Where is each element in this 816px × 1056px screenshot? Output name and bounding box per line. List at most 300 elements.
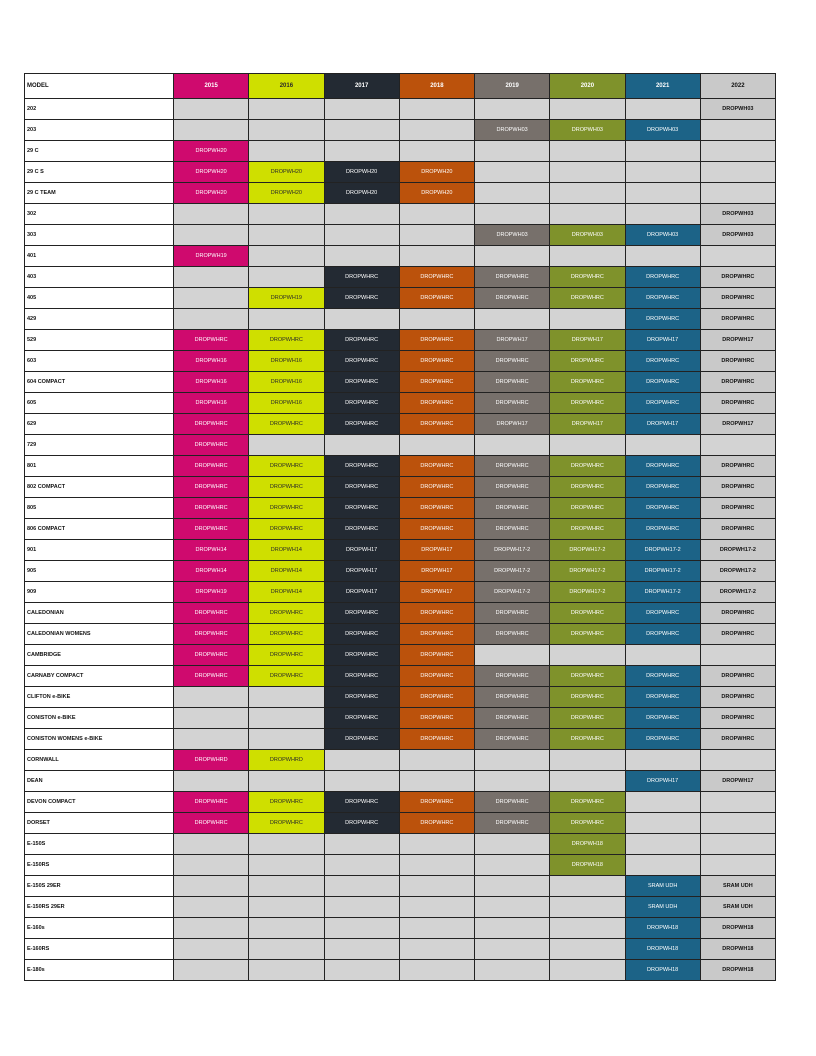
dropout-cell xyxy=(550,645,625,666)
dropout-cell xyxy=(399,225,474,246)
dropout-cell: DROPWHRC xyxy=(475,792,550,813)
dropout-cell xyxy=(174,855,249,876)
dropout-cell: DROPWHRC xyxy=(324,645,399,666)
dropout-cell xyxy=(249,687,324,708)
dropout-cell xyxy=(174,225,249,246)
model-name-cell: E-150RS 29ER xyxy=(25,897,174,918)
dropout-cell: DROPWHRC xyxy=(700,666,775,687)
table-row xyxy=(25,414,776,435)
dropout-cell xyxy=(324,771,399,792)
dropout-cell: DROPWHRC xyxy=(249,414,324,435)
model-name-cell: 202 xyxy=(25,99,174,120)
dropout-cell: DROPWHRC xyxy=(550,666,625,687)
dropout-cell: DROPWHRC xyxy=(550,351,625,372)
dropout-cell xyxy=(399,141,474,162)
dropout-cell: DROPWHRC xyxy=(324,519,399,540)
dropout-cell: DROPWHRC xyxy=(174,645,249,666)
dropout-cell: DROPWH19 xyxy=(249,288,324,309)
dropout-cell xyxy=(625,99,700,120)
table-row xyxy=(25,624,776,645)
dropout-cell xyxy=(174,204,249,225)
model-name-cell: 603 xyxy=(25,351,174,372)
dropout-cell: DROPWHRC xyxy=(700,687,775,708)
dropout-cell: DROPWHRC xyxy=(174,666,249,687)
dropout-cell: DROPWH18 xyxy=(625,960,700,981)
dropout-cell: DROPWHRC xyxy=(700,288,775,309)
dropout-cell: DROPWH18 xyxy=(550,855,625,876)
dropout-cell: DROPWHRC xyxy=(625,498,700,519)
table-row xyxy=(25,771,776,792)
dropout-cell: DROPWH17-2 xyxy=(700,582,775,603)
table-row xyxy=(25,960,776,981)
dropout-cell xyxy=(700,834,775,855)
dropout-cell: DROPWHRC xyxy=(324,813,399,834)
dropout-cell xyxy=(324,876,399,897)
dropout-cell xyxy=(700,792,775,813)
model-name-cell: CARNABY COMPACT xyxy=(25,666,174,687)
dropout-cell: DROPWHRC xyxy=(625,666,700,687)
year-header-2017: 2017 xyxy=(324,74,399,99)
dropout-cell: DROPWH17 xyxy=(399,561,474,582)
dropout-cell xyxy=(174,708,249,729)
dropout-cell xyxy=(249,876,324,897)
dropout-cell: DROPWH18 xyxy=(700,939,775,960)
dropout-cell xyxy=(625,645,700,666)
dropout-cell xyxy=(324,834,399,855)
dropout-cell: DROPWHRC xyxy=(174,813,249,834)
model-name-cell: DEAN xyxy=(25,771,174,792)
model-name-cell: E-180s xyxy=(25,960,174,981)
dropout-cell: DROPWHRC xyxy=(475,351,550,372)
model-name-cell: CALEDONIAN xyxy=(25,603,174,624)
year-header-2016: 2016 xyxy=(249,74,324,99)
dropout-cell: DROPWHRC xyxy=(399,414,474,435)
dropout-cell: DROPWHRC xyxy=(475,498,550,519)
dropout-cell: DROPWHRC xyxy=(324,603,399,624)
dropout-cell: DROPWHRC xyxy=(550,372,625,393)
dropout-cell: SRAM UDH xyxy=(625,897,700,918)
dropout-cell xyxy=(700,246,775,267)
dropout-cell: DROPWH17 xyxy=(700,330,775,351)
dropout-cell xyxy=(550,435,625,456)
dropout-cell: DROPWHRC xyxy=(174,477,249,498)
table-row xyxy=(25,498,776,519)
dropout-cell: DROPWH03 xyxy=(700,204,775,225)
dropout-cell: DROPWHRC xyxy=(249,498,324,519)
dropout-cell xyxy=(475,876,550,897)
dropout-cell xyxy=(475,897,550,918)
dropout-cell xyxy=(625,246,700,267)
table-row xyxy=(25,750,776,771)
dropout-cell xyxy=(550,897,625,918)
model-name-cell: CAMBRIDGE xyxy=(25,645,174,666)
model-name-cell: E-160RS xyxy=(25,939,174,960)
dropout-cell xyxy=(625,813,700,834)
dropout-cell: DROPWH20 xyxy=(174,141,249,162)
dropout-cell: DROPWH20 xyxy=(399,183,474,204)
dropout-cell xyxy=(399,897,474,918)
dropout-cell: DROPWHRC xyxy=(550,729,625,750)
dropout-cell: DROPWHRC xyxy=(399,708,474,729)
dropout-cell xyxy=(399,918,474,939)
dropout-cell: DROPWH03 xyxy=(625,120,700,141)
dropout-cell xyxy=(475,939,550,960)
dropout-cell xyxy=(174,897,249,918)
dropout-cell: DROPWHRC xyxy=(700,309,775,330)
dropout-cell xyxy=(399,120,474,141)
dropout-cell: DROPWHRC xyxy=(625,687,700,708)
dropout-cell: DROPWHRC xyxy=(475,393,550,414)
dropout-cell: DROPWHRC xyxy=(475,477,550,498)
dropout-cell xyxy=(550,309,625,330)
dropout-cell: DROPWHRC xyxy=(324,666,399,687)
dropout-cell: DROPWHRC xyxy=(475,708,550,729)
dropout-cell xyxy=(174,120,249,141)
table-body xyxy=(25,99,776,981)
dropout-cell: DROPWHRC xyxy=(249,666,324,687)
dropout-cell xyxy=(625,204,700,225)
dropout-cell xyxy=(174,918,249,939)
dropout-cell: DROPWHRC xyxy=(700,708,775,729)
dropout-cell xyxy=(174,729,249,750)
dropout-cell: DROPWH16 xyxy=(249,372,324,393)
dropout-cell xyxy=(399,855,474,876)
dropout-cell xyxy=(475,162,550,183)
table-row xyxy=(25,351,776,372)
dropout-cell: DROPWH16 xyxy=(174,372,249,393)
dropout-cell: DROPWHRC xyxy=(399,477,474,498)
dropout-cell: DROPWHRC xyxy=(550,687,625,708)
dropout-cell: DROPWH17-2 xyxy=(550,582,625,603)
dropout-cell: DROPWHRC xyxy=(249,519,324,540)
dropout-cell: DROPWH20 xyxy=(399,162,474,183)
dropout-cell xyxy=(174,834,249,855)
model-name-cell: 905 xyxy=(25,561,174,582)
dropout-cell xyxy=(174,876,249,897)
dropout-cell xyxy=(249,918,324,939)
table-row xyxy=(25,267,776,288)
dropout-cell: DROPWH19 xyxy=(174,582,249,603)
dropout-cell: DROPWH17 xyxy=(625,330,700,351)
dropout-cell: DROPWH16 xyxy=(174,351,249,372)
dropout-cell xyxy=(475,141,550,162)
dropout-cell xyxy=(700,141,775,162)
dropout-cell xyxy=(550,960,625,981)
dropout-cell: DROPWHRC xyxy=(550,288,625,309)
dropout-cell: DROPWHRC xyxy=(399,624,474,645)
dropout-cell xyxy=(399,309,474,330)
dropout-cell xyxy=(475,435,550,456)
dropout-cell: DROPWHRC xyxy=(475,456,550,477)
table-row xyxy=(25,876,776,897)
dropout-cell xyxy=(174,771,249,792)
dropout-cell: DROPWH14 xyxy=(249,540,324,561)
year-header-2022: 2022 xyxy=(700,74,775,99)
table-row xyxy=(25,246,776,267)
dropout-cell xyxy=(324,99,399,120)
dropout-cell: DROPWHRC xyxy=(324,792,399,813)
table-row xyxy=(25,792,776,813)
table-row xyxy=(25,918,776,939)
dropout-cell: DROPWH17-2 xyxy=(700,561,775,582)
dropout-cell: DROPWHRC xyxy=(399,330,474,351)
dropout-cell xyxy=(324,435,399,456)
model-name-cell: 203 xyxy=(25,120,174,141)
dropout-cell xyxy=(249,99,324,120)
dropout-cell: DROPWH14 xyxy=(174,540,249,561)
dropout-cell xyxy=(249,855,324,876)
dropout-cell: DROPWHRC xyxy=(625,393,700,414)
dropout-cell: DROPWHRC xyxy=(174,792,249,813)
table-row xyxy=(25,687,776,708)
dropout-cell: DROPWHRC xyxy=(174,498,249,519)
dropout-cell xyxy=(399,99,474,120)
dropout-cell xyxy=(174,939,249,960)
model-name-cell: E-150S xyxy=(25,834,174,855)
dropout-cell xyxy=(475,246,550,267)
dropout-cell: DROPWHRC xyxy=(700,267,775,288)
dropout-cell: DROPWHRD xyxy=(174,750,249,771)
dropout-cell xyxy=(475,918,550,939)
dropout-cell xyxy=(249,939,324,960)
dropout-cell xyxy=(399,960,474,981)
model-name-cell: 401 xyxy=(25,246,174,267)
table-row xyxy=(25,99,776,120)
table-row xyxy=(25,477,776,498)
dropout-cell xyxy=(324,918,399,939)
dropout-cell xyxy=(249,771,324,792)
dropout-cell xyxy=(249,708,324,729)
dropout-cell: DROPWH17-2 xyxy=(700,540,775,561)
dropout-cell xyxy=(475,960,550,981)
dropout-cell xyxy=(324,141,399,162)
dropout-cell xyxy=(550,771,625,792)
model-name-cell: 529 xyxy=(25,330,174,351)
dropout-cell: DROPWHRC xyxy=(550,393,625,414)
dropout-cell: DROPWHRC xyxy=(700,351,775,372)
dropout-cell xyxy=(700,120,775,141)
dropout-cell xyxy=(550,876,625,897)
dropout-cell: DROPWH17 xyxy=(700,414,775,435)
dropout-cell: DROPWH20 xyxy=(324,162,399,183)
dropout-cell xyxy=(475,183,550,204)
model-name-cell: 429 xyxy=(25,309,174,330)
table-row xyxy=(25,645,776,666)
dropout-cell: DROPWH03 xyxy=(700,99,775,120)
dropout-cell: DROPWH17-2 xyxy=(550,540,625,561)
dropout-cell: DROPWHRC xyxy=(700,498,775,519)
dropout-cell: DROPWHRC xyxy=(625,603,700,624)
dropout-cell: DROPWHRC xyxy=(625,456,700,477)
dropout-cell: DROPWHRC xyxy=(324,624,399,645)
model-name-cell: DEVON COMPACT xyxy=(25,792,174,813)
dropout-cell: DROPWHRC xyxy=(399,393,474,414)
table-row xyxy=(25,435,776,456)
dropout-cell xyxy=(550,183,625,204)
dropout-cell: DROPWHRC xyxy=(249,624,324,645)
dropout-cell: DROPWHRC xyxy=(475,519,550,540)
dropout-cell: DROPWHRC xyxy=(625,477,700,498)
dropout-cell: DROPWHRC xyxy=(550,624,625,645)
dropout-cell: DROPWHRC xyxy=(550,708,625,729)
model-name-cell: CLIFTON e-BIKE xyxy=(25,687,174,708)
dropout-cell xyxy=(550,750,625,771)
dropout-cell: DROPWHRC xyxy=(324,372,399,393)
table-row xyxy=(25,393,776,414)
dropout-cell: DROPWHRC xyxy=(550,477,625,498)
dropout-cell: DROPWH17 xyxy=(324,582,399,603)
dropout-cell: DROPWH17 xyxy=(324,540,399,561)
dropout-cell xyxy=(324,750,399,771)
dropout-cell: DROPWHRC xyxy=(550,603,625,624)
dropout-cell: DROPWHRC xyxy=(174,624,249,645)
model-column-header: MODEL xyxy=(25,74,174,99)
dropout-cell xyxy=(550,162,625,183)
dropout-cell xyxy=(249,246,324,267)
table-row xyxy=(25,708,776,729)
table-row xyxy=(25,204,776,225)
dropout-cell xyxy=(550,99,625,120)
dropout-cell xyxy=(174,99,249,120)
dropout-cell xyxy=(700,645,775,666)
dropout-cell xyxy=(324,960,399,981)
dropout-cell: DROPWH03 xyxy=(625,225,700,246)
dropout-cell: SRAM UDH xyxy=(700,876,775,897)
dropout-cell: DROPWH20 xyxy=(249,162,324,183)
table-row xyxy=(25,309,776,330)
dropout-cell: DROPWHRC xyxy=(399,498,474,519)
dropout-cell: DROPWHRC xyxy=(249,477,324,498)
dropout-cell: DROPWHRC xyxy=(625,267,700,288)
dropout-cell: DROPWHRD xyxy=(249,750,324,771)
dropout-cell: DROPWHRC xyxy=(550,498,625,519)
dropout-cell: DROPWH17 xyxy=(625,771,700,792)
dropout-compatibility-table xyxy=(24,73,776,981)
dropout-cell xyxy=(475,750,550,771)
table-row xyxy=(25,456,776,477)
model-name-cell: 302 xyxy=(25,204,174,225)
dropout-cell: DROPWH03 xyxy=(550,120,625,141)
table-row xyxy=(25,561,776,582)
dropout-cell xyxy=(625,141,700,162)
dropout-cell xyxy=(249,435,324,456)
dropout-cell xyxy=(249,267,324,288)
model-name-cell: 29 C S xyxy=(25,162,174,183)
dropout-cell: DROPWH20 xyxy=(324,183,399,204)
dropout-cell: DROPWHRC xyxy=(625,729,700,750)
dropout-cell: DROPWH18 xyxy=(625,918,700,939)
dropout-cell xyxy=(249,729,324,750)
model-name-cell: 604 COMPACT xyxy=(25,372,174,393)
table-header xyxy=(25,74,776,99)
dropout-cell xyxy=(399,771,474,792)
dropout-cell: DROPWHRC xyxy=(625,624,700,645)
dropout-cell: DROPWH03 xyxy=(475,120,550,141)
dropout-cell: DROPWHRC xyxy=(399,603,474,624)
dropout-cell: DROPWH16 xyxy=(249,351,324,372)
dropout-cell xyxy=(625,792,700,813)
dropout-cell: DROPWHRC xyxy=(399,729,474,750)
dropout-cell: DROPWHRC xyxy=(700,393,775,414)
dropout-cell xyxy=(324,204,399,225)
dropout-cell xyxy=(700,855,775,876)
model-name-cell: 29 C xyxy=(25,141,174,162)
dropout-cell: DROPWH19 xyxy=(174,246,249,267)
model-name-cell: 29 C TEAM xyxy=(25,183,174,204)
dropout-cell xyxy=(399,435,474,456)
table-row xyxy=(25,582,776,603)
dropout-cell xyxy=(475,645,550,666)
dropout-cell xyxy=(324,225,399,246)
dropout-cell xyxy=(249,834,324,855)
model-name-cell: 805 xyxy=(25,498,174,519)
dropout-cell xyxy=(174,687,249,708)
dropout-cell: DROPWH03 xyxy=(550,225,625,246)
model-name-cell: 403 xyxy=(25,267,174,288)
dropout-cell xyxy=(550,204,625,225)
dropout-cell: DROPWH18 xyxy=(625,939,700,960)
dropout-cell: DROPWHRC xyxy=(399,813,474,834)
dropout-cell: SRAM UDH xyxy=(700,897,775,918)
dropout-cell: DROPWH17 xyxy=(475,414,550,435)
dropout-cell: DROPWHRC xyxy=(475,267,550,288)
dropout-cell: DROPWHRC xyxy=(249,603,324,624)
dropout-cell: DROPWHRC xyxy=(700,624,775,645)
dropout-cell: DROPWHRC xyxy=(475,372,550,393)
dropout-cell xyxy=(174,267,249,288)
dropout-cell: DROPWH17 xyxy=(625,414,700,435)
dropout-cell xyxy=(249,897,324,918)
dropout-cell: DROPWHRC xyxy=(249,330,324,351)
dropout-cell: DROPWHRC xyxy=(399,519,474,540)
dropout-cell: DROPWHRC xyxy=(399,666,474,687)
dropout-cell xyxy=(399,246,474,267)
dropout-cell: DROPWHRC xyxy=(174,456,249,477)
dropout-cell xyxy=(249,120,324,141)
dropout-cell: DROPWH17-2 xyxy=(475,582,550,603)
dropout-cell: DROPWHRC xyxy=(399,456,474,477)
dropout-cell: DROPWH17-2 xyxy=(550,561,625,582)
dropout-cell: DROPWH17-2 xyxy=(625,582,700,603)
model-name-cell: 303 xyxy=(25,225,174,246)
dropout-cell: DROPWHRC xyxy=(324,288,399,309)
dropout-cell: DROPWH20 xyxy=(249,183,324,204)
dropout-cell: DROPWHRC xyxy=(249,645,324,666)
dropout-cell: DROPWHRC xyxy=(625,519,700,540)
dropout-cell xyxy=(625,834,700,855)
dropout-cell: DROPWH16 xyxy=(249,393,324,414)
table-row xyxy=(25,540,776,561)
dropout-cell xyxy=(249,309,324,330)
dropout-cell: DROPWHRC xyxy=(249,456,324,477)
dropout-cell xyxy=(625,435,700,456)
dropout-cell: DROPWHRC xyxy=(475,687,550,708)
dropout-cell: DROPWHRC xyxy=(625,309,700,330)
dropout-cell xyxy=(399,204,474,225)
dropout-cell: DROPWHRC xyxy=(399,792,474,813)
dropout-cell xyxy=(249,141,324,162)
dropout-cell: DROPWH17 xyxy=(475,330,550,351)
dropout-cell xyxy=(399,876,474,897)
dropout-cell: DROPWHRC xyxy=(249,813,324,834)
dropout-cell: DROPWHRC xyxy=(399,372,474,393)
dropout-cell: DROPWHRC xyxy=(475,603,550,624)
dropout-cell: DROPWHRC xyxy=(475,666,550,687)
dropout-cell: DROPWH20 xyxy=(174,162,249,183)
dropout-cell xyxy=(399,939,474,960)
year-header-2018: 2018 xyxy=(399,74,474,99)
dropout-cell: DROPWHRC xyxy=(625,372,700,393)
